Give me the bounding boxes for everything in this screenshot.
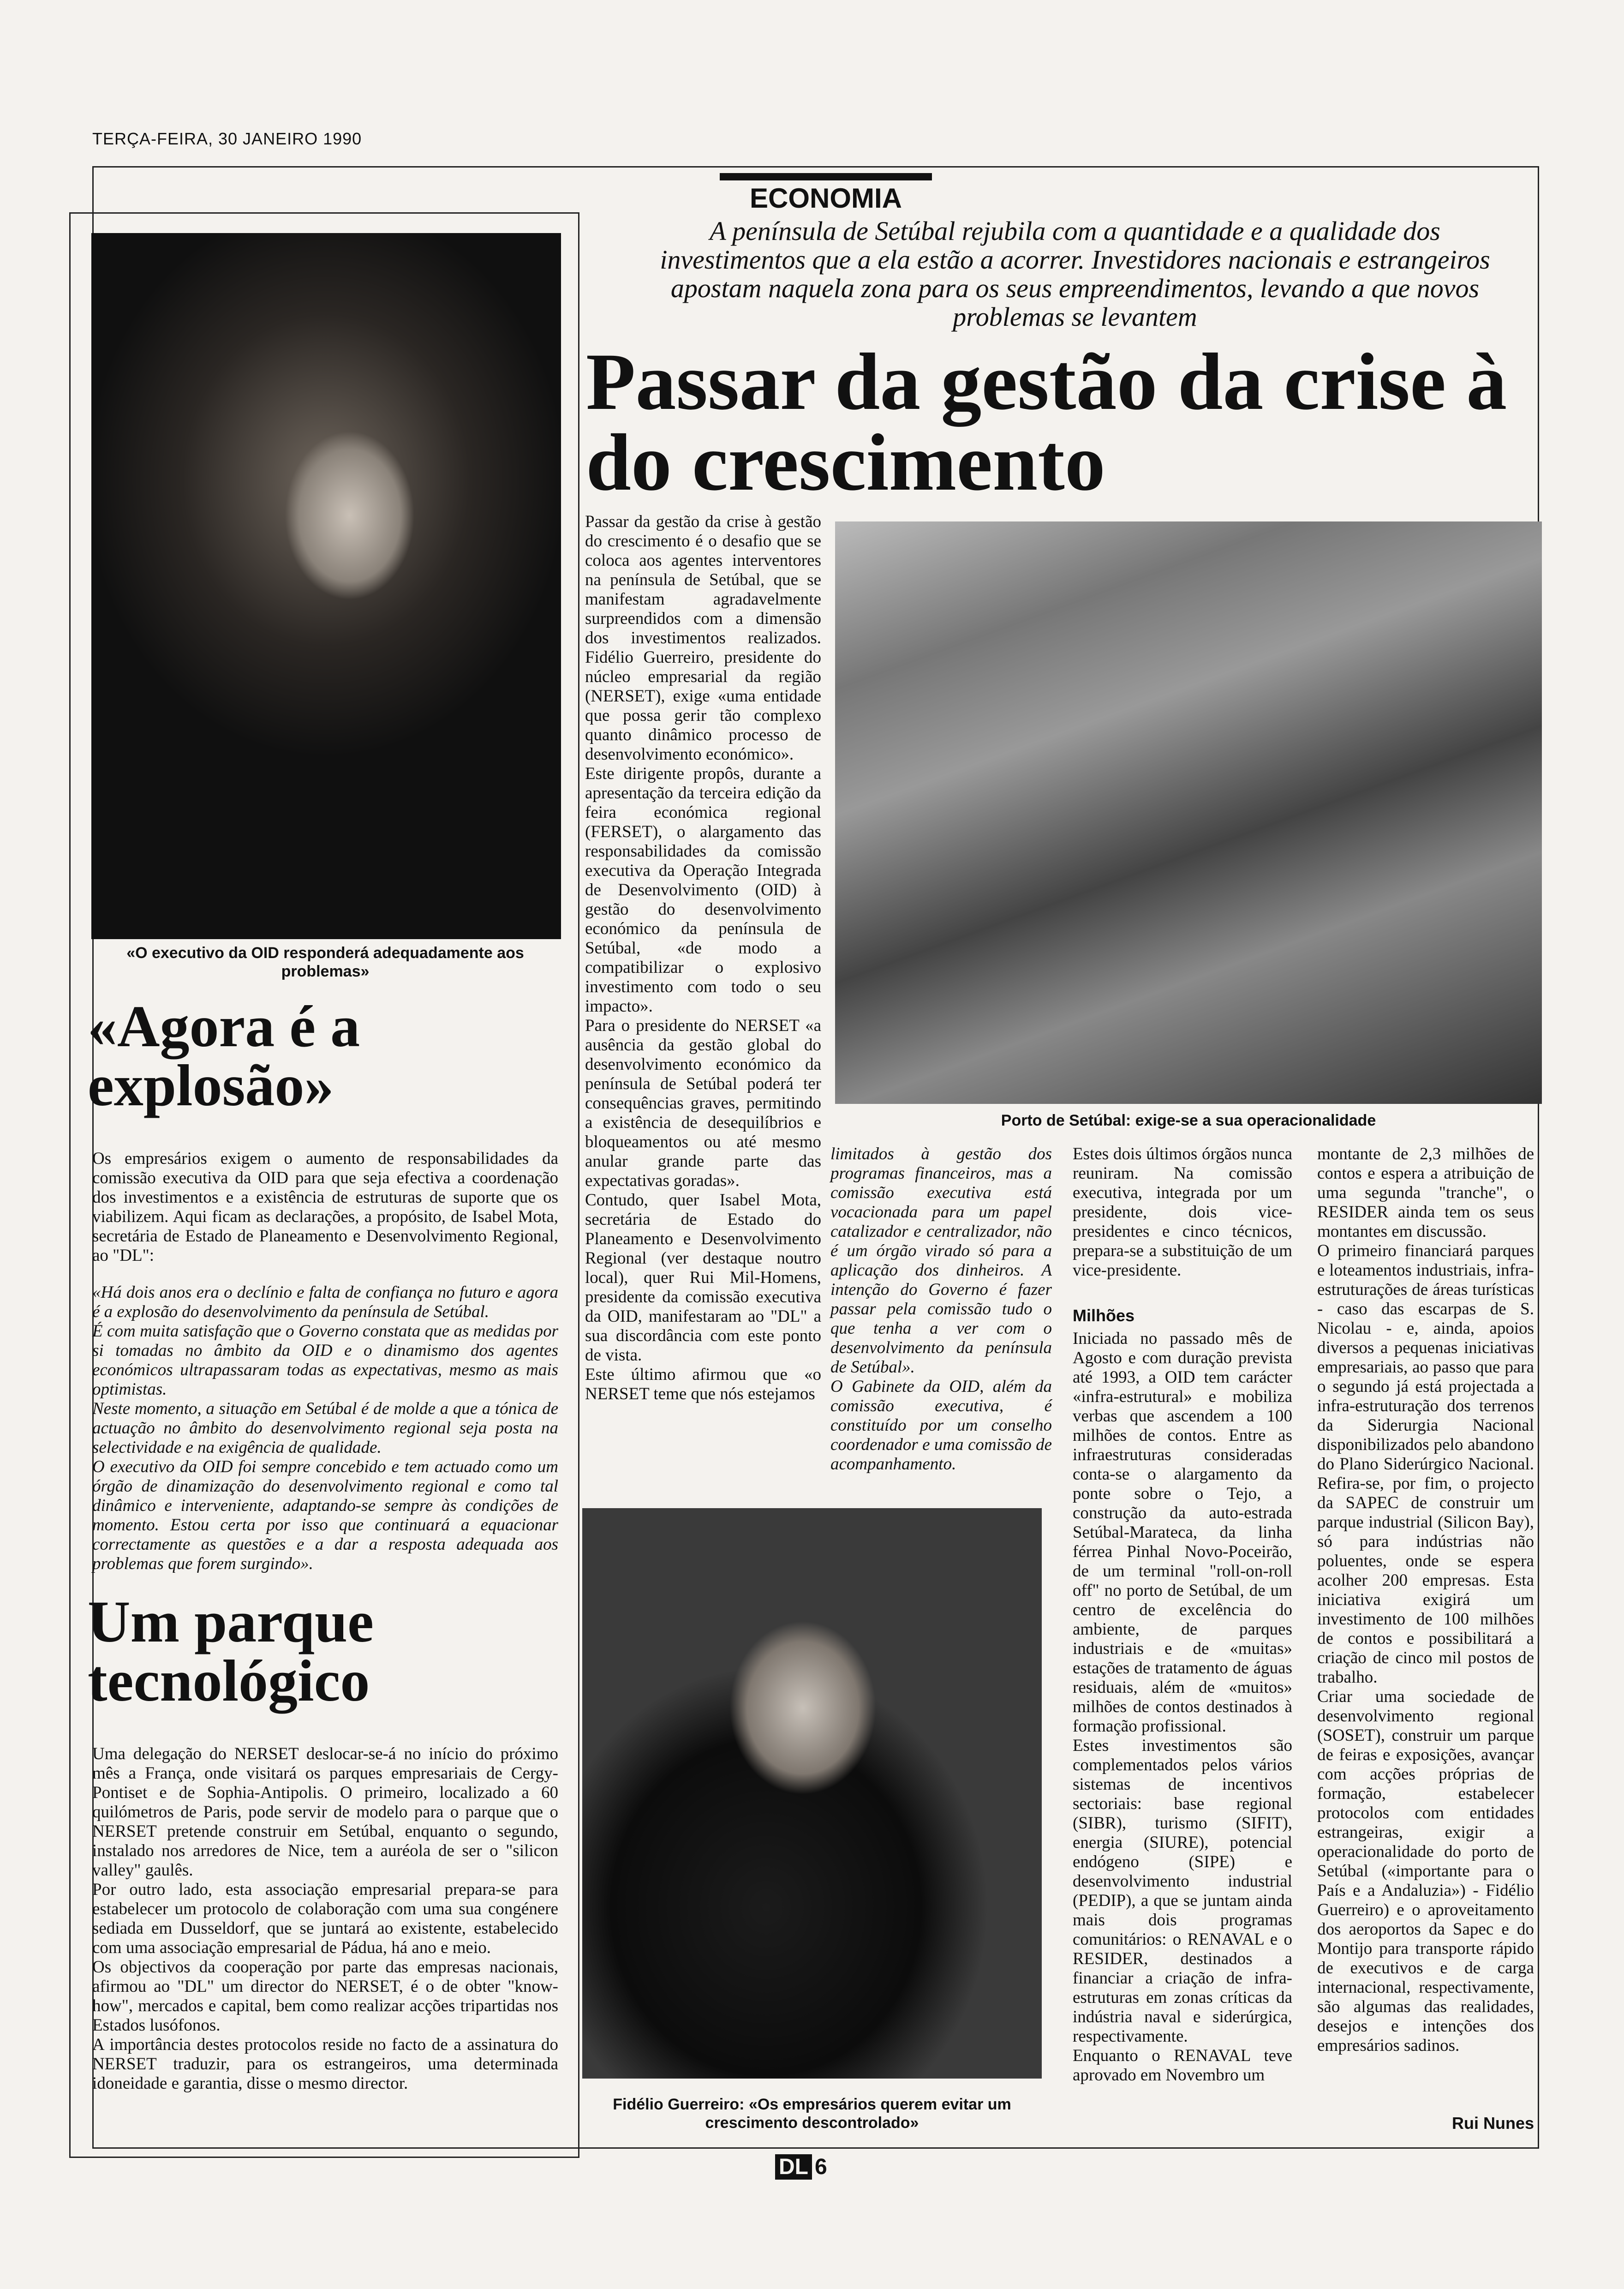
sidebar-text-1: Os empresários exigem o aumento de responsabilidades da comissão executiva da OID para que seja efectiva a coordenação dos investimentos e a existência de estruturas de suporte que os viabilizem. Aqui ficam as declarações, a propósito, de Isabel Mota, secretária de Estado de Planeamento e Desenvolvimento Regional, ao "DL": (92, 1149, 558, 1265)
dateline: TERÇA-FEIRA, 30 JANEIRO 1990 (92, 129, 362, 148)
photo-woman (91, 233, 561, 939)
section-label: ECONOMIA (720, 173, 932, 216)
caption-port: Porto de Setúbal: exige-se a sua operacionalidade (1001, 1112, 1376, 1129)
headline: Passar da gestão da crise à do crescimento (586, 337, 1507, 508)
sidebar-title-1: «Agora é a explosão» (88, 994, 360, 1118)
folio-logo: DL (775, 2154, 812, 2180)
folio (775, 2154, 827, 2180)
column-4: montante de 2,3 milhões de contos e espera a atribuição de uma segunda "tranche", o RESIDER ainda tem os seus montantes em discussão. O primeiro financiará parques e loteamentos industriais, infra-estruturações de áreas turísticas - caso das escarpas de S. Nicolau - e, ainda, apoios diversos a pequenas iniciativas empresariais, ao passo que para o segundo já está projectada a infra-estruturação dos terrenos da Siderurgia Nacional disponibilizados pelo abandono do Plano Siderúrgico Nacional. Refira-se, por fim, o projecto da SAPEC de construir um parque industrial (Silicon Bay), só para indústrias não poluentes, onde se espera acolher 200 empresas. Esta iniciativa exigirá um investimento de 100 milhões de contos e possibilitará a criação de cinco mil postos de trabalho. Criar uma sociedade de desenvolvimento regional (SOSET), construir um parque de feiras e exposições, avançar com acções próprias de formação, estabelecer protocolos com entidades estrangeiras, exigir a operacionalidade do porto de Setúbal («importante para o País e a Andaluzia») - Fidélio Guerreiro) e o aproveitamento dos aeroportos da Sapec e do Montijo para transporte rápido de executivos e de carga internacional, respectivamente, são algumas das realidades, desejos e intenções dos empresários sadinos. (1317, 1144, 1534, 2055)
byline: Rui Nunes (1451, 2114, 1534, 2133)
caption-man: Fidélio Guerreiro: «Os empresários querem evitar um crescimento descontrolado» (613, 2096, 1011, 2132)
photo-man (582, 1508, 1042, 2079)
column-3b: Iniciada no passado mês de Agosto e com duração prevista até 1993, a OID tem carácter «infra-estrutural» e mobiliza verbas que ascendem a 100 milhões de contos. Entre as infraestruturas consideradas conta-se o alargamento da ponte sobre o Tejo, a construção da auto-estrada Setúbal-Marateca, da linha férrea Pinhal Novo-Poceirão, de um terminal "roll-on-roll off" no porto de Setúbal, de um centro de excelência do ambiente, de parques industriais e de «muitas» estações de tratamento de águas residuais, além de «muitos» milhões de contos destinados à formação profissional. Estes investimentos são complementados pelos vários sistemas de incentivos sectoriais: base regional (SIBR), turismo (SIFIT), energia (SIURE), potencial endógeno (SIPE) e desenvolvimento industrial (PEDIP), a que se juntam ainda mais dois programas comunitários: o RENAVAL e o RESIDER, destinados a financiar a criação de infra-estruturas em zonas críticas da indústria naval e siderúrgica, respectivamente. Enquanto o RENAVAL teve aprovado em Novembro um (1073, 1329, 1292, 2085)
column-2: limitados à gestão dos programas financeiros, mas a comissão executiva está vocacionada para um papel catalizador e centralizador, não é um órgão virado só para a aplicação dos dinheiros. A intenção do Governo é fazer passar pela comissão tudo o que tenha a ver com o desenvolvimento da península de Setúbal». O Gabinete da OID, além da comissão executiva, é constituído por um conselho coordenador e uma comissão de acompanhamento. (830, 1144, 1052, 1474)
page-number: 6 (814, 2155, 827, 2179)
sidebar-title-2: Um parque tecnológico (88, 1589, 374, 1714)
column-3a: Estes dois últimos órgãos nunca reuniram. Na comissão executiva, integrada por um presidente, dois vice-presidentes e cinco técnicos, prepara-se a substituição de um vice-presidente. (1073, 1144, 1292, 1280)
sidebar-text-2: Uma delegação do NERSET deslocar-se-á no início do próximo mês a França, onde visitará os parques empresariais de Cergy-Pontiset e de Sophia-Antipolis. O primeiro, localizado a 60 quilómetros de Paris, pode servir de modelo para o parque que o NERSET pretende construir em Setúbal, enquanto o segundo, instalado nos arredores de Nice, tem a auréola de ser o "silicon valley" gaulês. Por outro lado, esta associação empresarial prepara-se para estabelecer um protocolo de colaboração com uma sua congénere sediada em Dusseldorf, que se juntará ao existente, estabelecido com uma associação empresarial de Pádua, há ano e meio. Os objectivos da cooperação por parte das empresas nacionais, afirmou ao "DL" um director do NERSET, é o de obter "know-how", mercados e capital, bem como realizar acções tripartidas nos Estados lusófonos. A importância destes protocolos reside no facto de a assinatura do NERSET traduzir, para os estrangeiros, uma determinada idoneidade e garantia, disse o mesmo director. (92, 1744, 558, 2093)
caption-woman: «O executivo da OID responderá adequadamente aos problemas» (126, 944, 524, 980)
column-1: Passar da gestão da crise à gestão do crescimento é o desafio que se coloca aos agentes interventores na península de Setúbal, que se manifestam agradavelmente surpreendidos com a dimensão dos investimentos realizados. Fidélio Guerreiro, presidente do núcleo empresarial da região (NERSET), exige «uma entidade que possa gerir tão complexo quanto dinâmico processo de desenvolvimento económico». Este dirigente propôs, durante a apresentação da terceira edição da feira económica regional (FERSET), o alargamento das responsabilidades da comissão executiva da Operação Integrada de Desenvolvimento (OID) à gestão do desenvolvimento económico da península de Setúbal, «de modo a compatibilizar o explosivo investimento com todo o seu impacto». Para o presidente do NERSET «a ausência da gestão global do desenvolvimento económico da península de Setúbal poderá ter consequências graves, permitindo a existência de desequilíbrios e bloqueamentos ou até mesmo anular grande parte das expectativas goradas». Contudo, quer Isabel Mota, secretária de Estado do Planeamento e Desenvolvimento Regional (ver destaque noutro local), quer Rui Mil-Homens, presidente da comissão executiva da OID, manifestaram ao "DL" a sua discordância com este ponto de vista. Este último afirmou que «o NERSET teme que nós estejamos (585, 512, 821, 1403)
photo-port (835, 521, 1542, 1104)
sidebar-quote: «Há dois anos era o declínio e falta de confiança no futuro e agora é a explosão do desenvolvimento da península de Setúbal. É com muita satisfação que o Governo constata que as medidas por si tomadas no âmbito da OID e o dinamismo dos agentes económicos ultrapassaram todas as expectativas, mesmo as mais optimistas. Neste momento, a situação em Setúbal é de molde a que a tónica de actuação no âmbito do desenvolvimento regional seja posta na selectividade e na exigência de qualidade. O executivo da OID foi sempre concebido e tem actuado como um órgão de dinamização do desenvolvimento regional e como tal dinâmico e interveniente, adaptando-se sempre às condições de momento. Estou certa por isso que continuará a equacionar correctamente as questões e a dar a resposta adequada aos problemas que forem surgindo». (92, 1283, 558, 1573)
subhead-milhoes: Milhões (1073, 1306, 1135, 1325)
lead-paragraph: A península de Setúbal rejubila com a quantidade e a qualidade dos investimentos que a ela estão a acorrer. Investidores nacionais e estrangeiros apostam naquela zona para os seus empreendimentos, levando a que novos problemas se levantem (660, 216, 1490, 332)
